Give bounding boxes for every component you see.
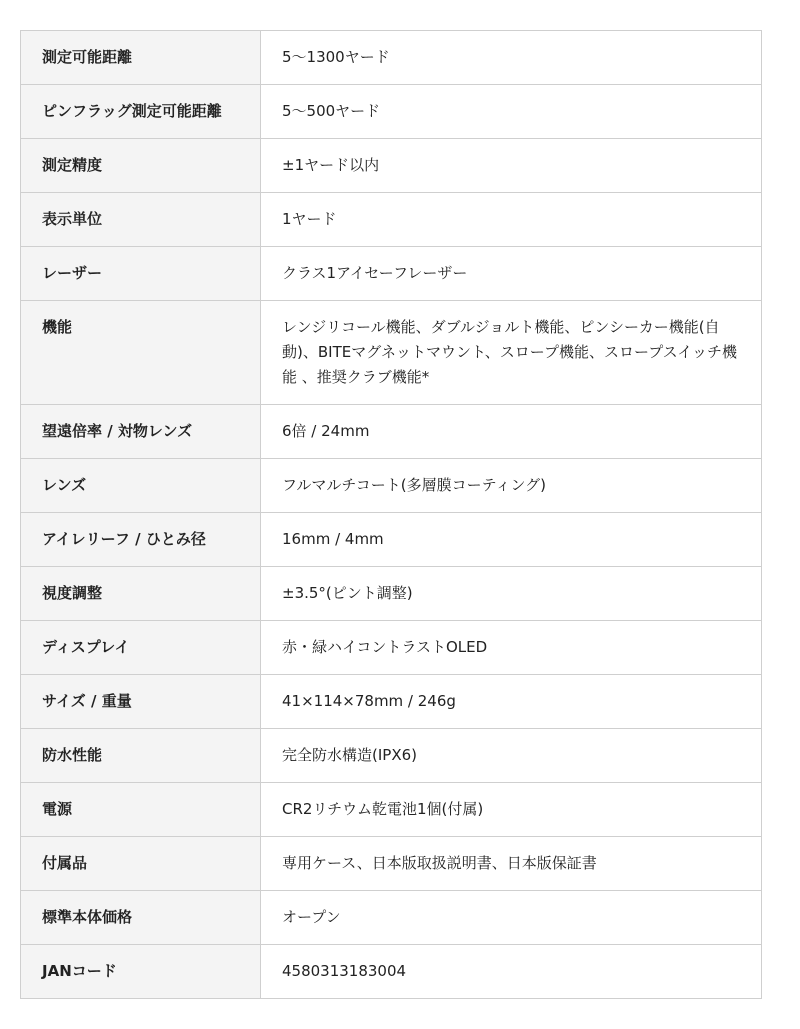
row-label: レンズ [21, 459, 261, 513]
row-label: サイズ / 重量 [21, 675, 261, 729]
row-label: アイレリーフ / ひとみ径 [21, 513, 261, 567]
row-value: 完全防水構造(IPX6) [261, 729, 762, 783]
table-row [21, 729, 762, 783]
table-row [21, 459, 762, 513]
row-value: ±1ヤード以内 [261, 139, 762, 193]
row-label: ピンフラッグ測定可能距離 [21, 85, 261, 139]
row-label: 視度調整 [21, 567, 261, 621]
row-label: ディスプレイ [21, 621, 261, 675]
row-label: レーザー [21, 247, 261, 301]
table-row [21, 405, 762, 459]
row-label: 表示単位 [21, 193, 261, 247]
row-value: 1ヤード [261, 193, 762, 247]
row-label: 電源 [21, 783, 261, 837]
row-value: ±3.5°(ピント調整) [261, 567, 762, 621]
row-value: 赤・緑ハイコントラストOLED [261, 621, 762, 675]
table-row [21, 891, 762, 945]
table-row [21, 247, 762, 301]
table-row [21, 675, 762, 729]
row-label: 測定精度 [21, 139, 261, 193]
row-value: 5〜1300ヤード [261, 31, 762, 85]
table-row [21, 783, 762, 837]
row-value: フルマルチコート(多層膜コーティング) [261, 459, 762, 513]
table-row [21, 945, 762, 999]
row-value: レンジリコール機能、ダブルジョルト機能、ピンシーカー機能(自動)、BITEマグネットマウント、スロープ機能、スロープスイッチ機能 、推奨クラブ機能* [261, 301, 762, 405]
row-value: 41×114×78mm / 246g [261, 675, 762, 729]
table-row [21, 513, 762, 567]
row-value: 5〜500ヤード [261, 85, 762, 139]
row-value: 6倍 / 24mm [261, 405, 762, 459]
row-label: JANコード [21, 945, 261, 999]
row-value: オープン [261, 891, 762, 945]
row-label: 標準本体価格 [21, 891, 261, 945]
table-row [21, 837, 762, 891]
row-label: 付属品 [21, 837, 261, 891]
row-value: 専用ケース、日本版取扱説明書、日本版保証書 [261, 837, 762, 891]
table-row [21, 621, 762, 675]
spec-table [20, 30, 762, 999]
row-value: クラス1アイセーフレーザー [261, 247, 762, 301]
table-row [21, 139, 762, 193]
row-value: CR2リチウム乾電池1個(付属) [261, 783, 762, 837]
table-row [21, 301, 762, 405]
row-label: 測定可能距離 [21, 31, 261, 85]
row-value: 4580313183004 [261, 945, 762, 999]
row-label: 機能 [21, 301, 261, 405]
row-label: 防水性能 [21, 729, 261, 783]
row-label: 望遠倍率 / 対物レンズ [21, 405, 261, 459]
table-row [21, 85, 762, 139]
row-value: 16mm / 4mm [261, 513, 762, 567]
table-row [21, 31, 762, 85]
table-row [21, 567, 762, 621]
table-row [21, 193, 762, 247]
